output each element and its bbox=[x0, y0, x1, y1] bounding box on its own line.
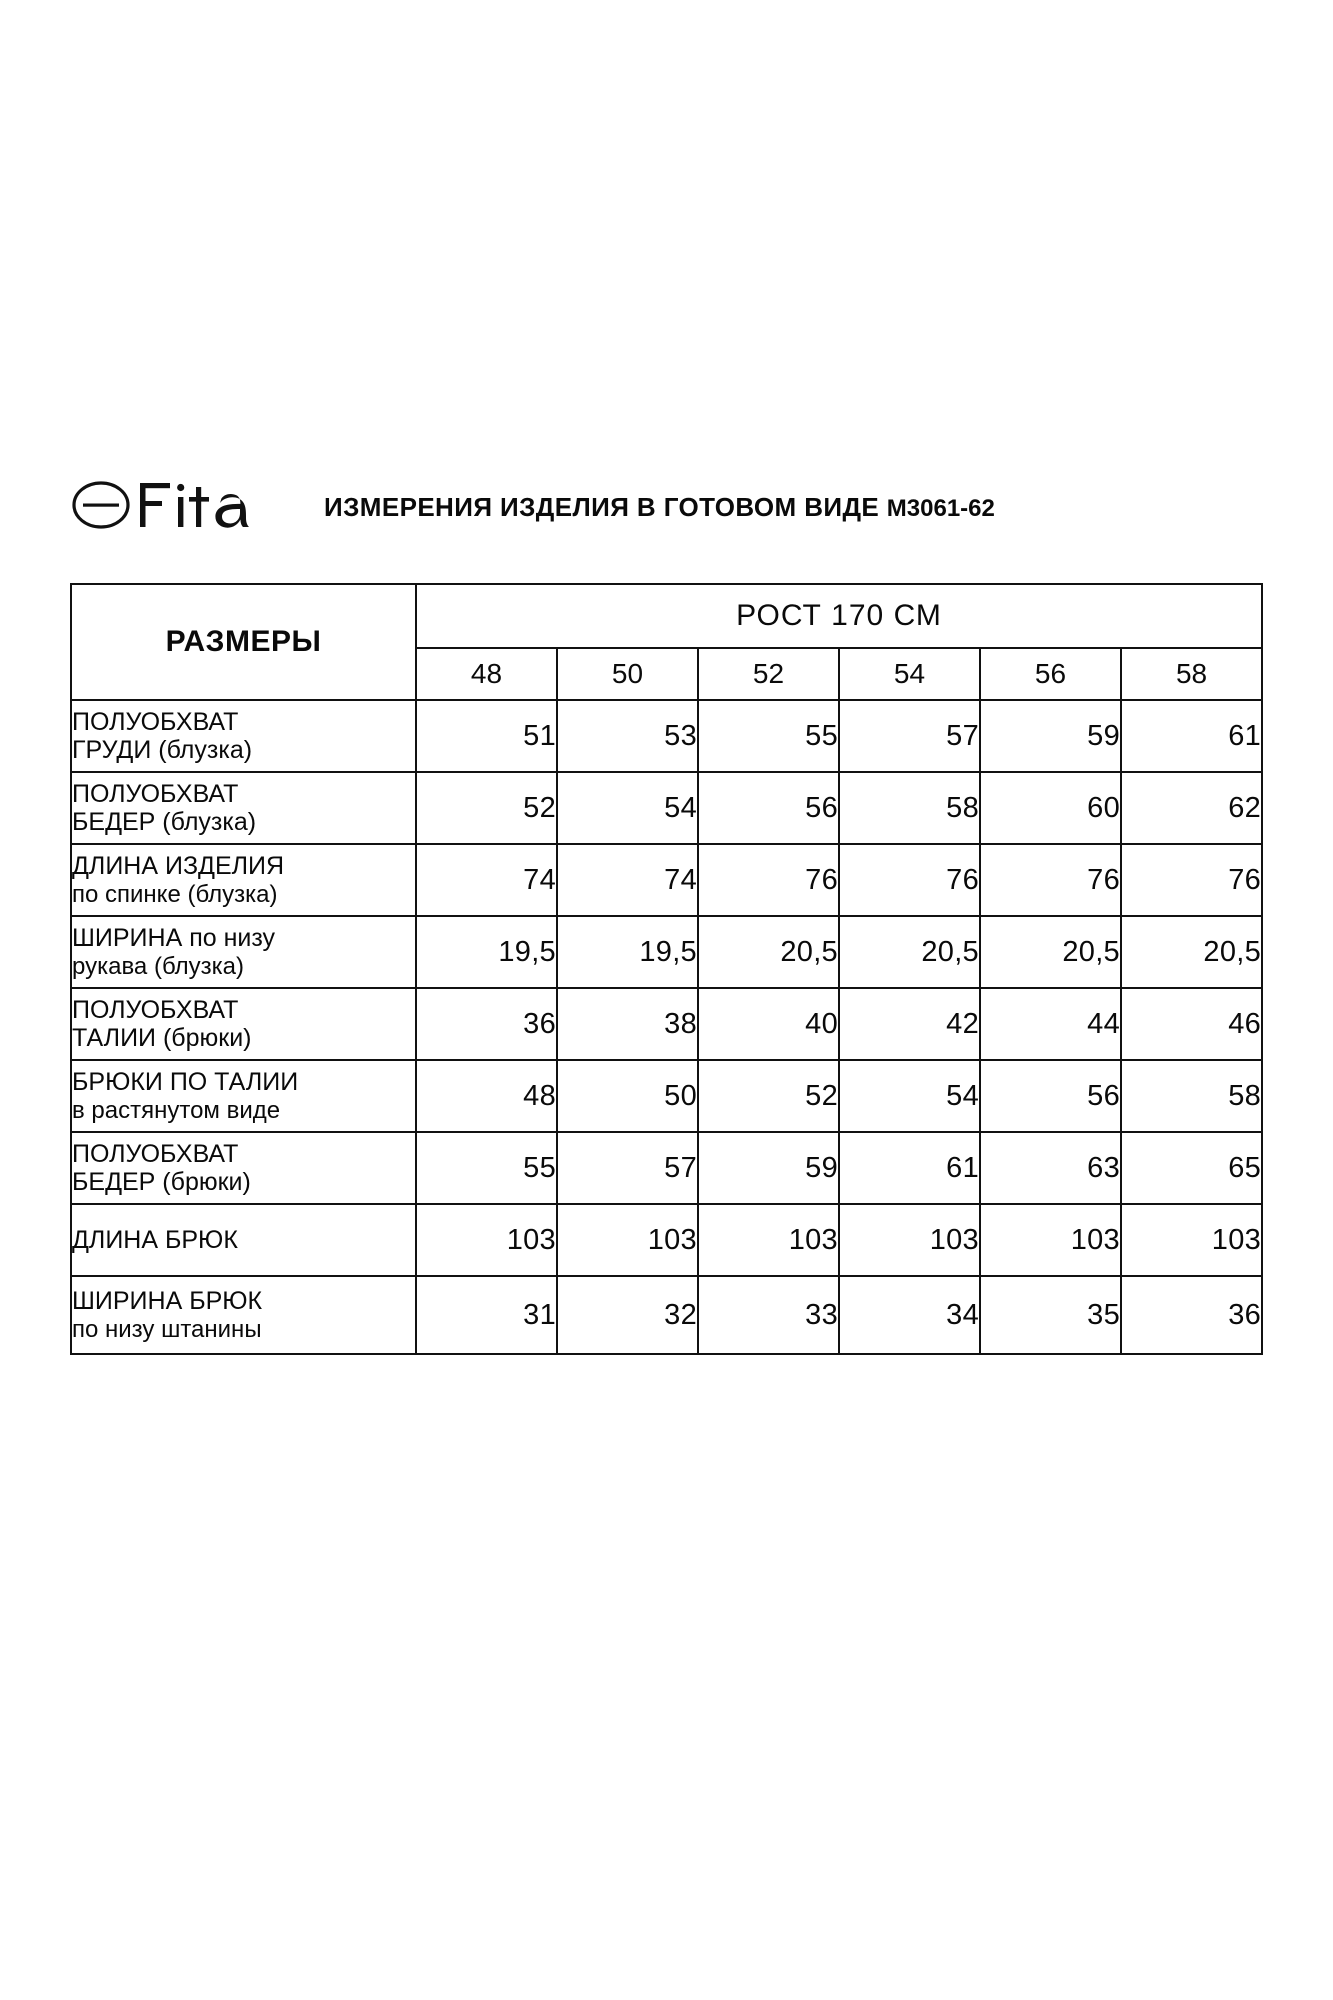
size-column-50: 50 bbox=[557, 648, 698, 700]
table-row bbox=[71, 1060, 1262, 1132]
table-row bbox=[71, 772, 1262, 844]
cell-value: 56 bbox=[980, 1060, 1121, 1132]
row-label bbox=[71, 988, 416, 1060]
page-title-text: ИЗМЕРЕНИЯ ИЗДЕЛИЯ В ГОТОВОМ ВИДЕ bbox=[324, 491, 880, 522]
cell-value: 57 bbox=[557, 1132, 698, 1204]
cell-value: 20,5 bbox=[839, 916, 980, 988]
row-label-line2: ТАЛИИ (брюки) bbox=[72, 1024, 252, 1052]
cell-value: 56 bbox=[698, 772, 839, 844]
table-row bbox=[71, 1132, 1262, 1204]
table-row bbox=[71, 844, 1262, 916]
cell-value: 53 bbox=[557, 700, 698, 772]
row-label-line2: в растянутом виде bbox=[72, 1096, 281, 1124]
cell-value: 54 bbox=[557, 772, 698, 844]
cell-value: 103 bbox=[980, 1204, 1121, 1276]
cell-value: 36 bbox=[1121, 1276, 1262, 1354]
page-title bbox=[324, 492, 995, 523]
cell-value: 19,5 bbox=[557, 916, 698, 988]
cell-value: 55 bbox=[698, 700, 839, 772]
cell-value: 103 bbox=[698, 1204, 839, 1276]
table-row bbox=[71, 1204, 1262, 1276]
cell-value: 34 bbox=[839, 1276, 980, 1354]
cell-value: 54 bbox=[839, 1060, 980, 1132]
cell-value: 20,5 bbox=[980, 916, 1121, 988]
row-label-line2: по спинке (блузка) bbox=[72, 880, 278, 908]
cell-value: 103 bbox=[1121, 1204, 1262, 1276]
cell-value: 76 bbox=[1121, 844, 1262, 916]
row-label-line2: БЕДЕР (блузка) bbox=[72, 808, 257, 836]
row-label-line2: ГРУДИ (блузка) bbox=[72, 736, 253, 764]
row-label-line1: ДЛИНА ИЗДЕЛИЯ bbox=[72, 852, 285, 881]
measurements-table bbox=[70, 583, 1263, 1355]
row-label-line1: ПОЛУОБХВАТ bbox=[72, 1139, 239, 1168]
row-label bbox=[71, 916, 416, 988]
cell-value: 40 bbox=[698, 988, 839, 1060]
row-label bbox=[71, 700, 416, 772]
row-label-line2: БЕДЕР (брюки) bbox=[72, 1168, 251, 1196]
row-label-line1: БРЮКИ ПО ТАЛИИ bbox=[72, 1068, 299, 1097]
cell-value: 76 bbox=[839, 844, 980, 916]
cell-value: 57 bbox=[839, 700, 980, 772]
table-row bbox=[71, 988, 1262, 1060]
cell-value: 103 bbox=[416, 1204, 557, 1276]
cell-value: 48 bbox=[416, 1060, 557, 1132]
cell-value: 63 bbox=[980, 1132, 1121, 1204]
cell-value: 36 bbox=[416, 988, 557, 1060]
row-label-line1: ШИРИНА БРЮК bbox=[72, 1287, 263, 1316]
cell-value: 52 bbox=[416, 772, 557, 844]
row-label-line1: ПОЛУОБХВАТ bbox=[72, 995, 239, 1024]
cell-value: 76 bbox=[698, 844, 839, 916]
header-growth: РОСТ 170 СМ bbox=[416, 584, 1262, 648]
row-label bbox=[71, 1060, 416, 1132]
cell-value: 74 bbox=[416, 844, 557, 916]
cell-value: 61 bbox=[839, 1132, 980, 1204]
row-label bbox=[71, 1132, 416, 1204]
size-column-52: 52 bbox=[698, 648, 839, 700]
row-label-line1: ШИРИНА по низу bbox=[72, 924, 276, 953]
cell-value: 62 bbox=[1121, 772, 1262, 844]
cell-value: 38 bbox=[557, 988, 698, 1060]
row-label-line2: рукава (блузка) bbox=[72, 952, 244, 980]
document-header bbox=[70, 470, 1270, 540]
cell-value: 51 bbox=[416, 700, 557, 772]
cell-value: 65 bbox=[1121, 1132, 1262, 1204]
table-header-row-group bbox=[71, 584, 1262, 648]
cell-value: 31 bbox=[416, 1276, 557, 1354]
cell-value: 20,5 bbox=[698, 916, 839, 988]
row-label-line1: ПОЛУОБХВАТ bbox=[72, 779, 239, 808]
row-label-line1: ПОЛУОБХВАТ bbox=[72, 707, 239, 736]
cell-value: 42 bbox=[839, 988, 980, 1060]
cell-value: 61 bbox=[1121, 700, 1262, 772]
cell-value: 44 bbox=[980, 988, 1121, 1060]
cell-value: 76 bbox=[980, 844, 1121, 916]
cell-value: 59 bbox=[980, 700, 1121, 772]
cell-value: 50 bbox=[557, 1060, 698, 1132]
row-label bbox=[71, 844, 416, 916]
row-label bbox=[71, 1204, 416, 1276]
size-column-48: 48 bbox=[416, 648, 557, 700]
size-column-56: 56 bbox=[980, 648, 1121, 700]
size-column-54: 54 bbox=[839, 648, 980, 700]
cell-value: 58 bbox=[839, 772, 980, 844]
table-row bbox=[71, 1276, 1262, 1354]
row-label bbox=[71, 772, 416, 844]
cell-value: 32 bbox=[557, 1276, 698, 1354]
cell-value: 60 bbox=[980, 772, 1121, 844]
cell-value: 52 bbox=[698, 1060, 839, 1132]
cell-value: 58 bbox=[1121, 1060, 1262, 1132]
row-label-line2: по низу штанины bbox=[72, 1315, 262, 1343]
table-row bbox=[71, 700, 1262, 772]
cell-value: 20,5 bbox=[1121, 916, 1262, 988]
cell-value: 59 bbox=[698, 1132, 839, 1204]
fita-e-logo-icon bbox=[70, 473, 302, 537]
cell-value: 46 bbox=[1121, 988, 1262, 1060]
row-label bbox=[71, 1276, 416, 1354]
cell-value: 35 bbox=[980, 1276, 1121, 1354]
header-sizes: РАЗМЕРЫ bbox=[71, 584, 416, 700]
cell-value: 74 bbox=[557, 844, 698, 916]
row-label-line1: ДЛИНА БРЮК bbox=[72, 1225, 238, 1254]
size-table-container bbox=[70, 583, 1263, 1355]
model-code: М3061-62 bbox=[886, 494, 995, 522]
cell-value: 103 bbox=[839, 1204, 980, 1276]
cell-value: 19,5 bbox=[416, 916, 557, 988]
cell-value: 33 bbox=[698, 1276, 839, 1354]
cell-value: 103 bbox=[557, 1204, 698, 1276]
table-row bbox=[71, 916, 1262, 988]
cell-value: 55 bbox=[416, 1132, 557, 1204]
size-column-58: 58 bbox=[1121, 648, 1262, 700]
